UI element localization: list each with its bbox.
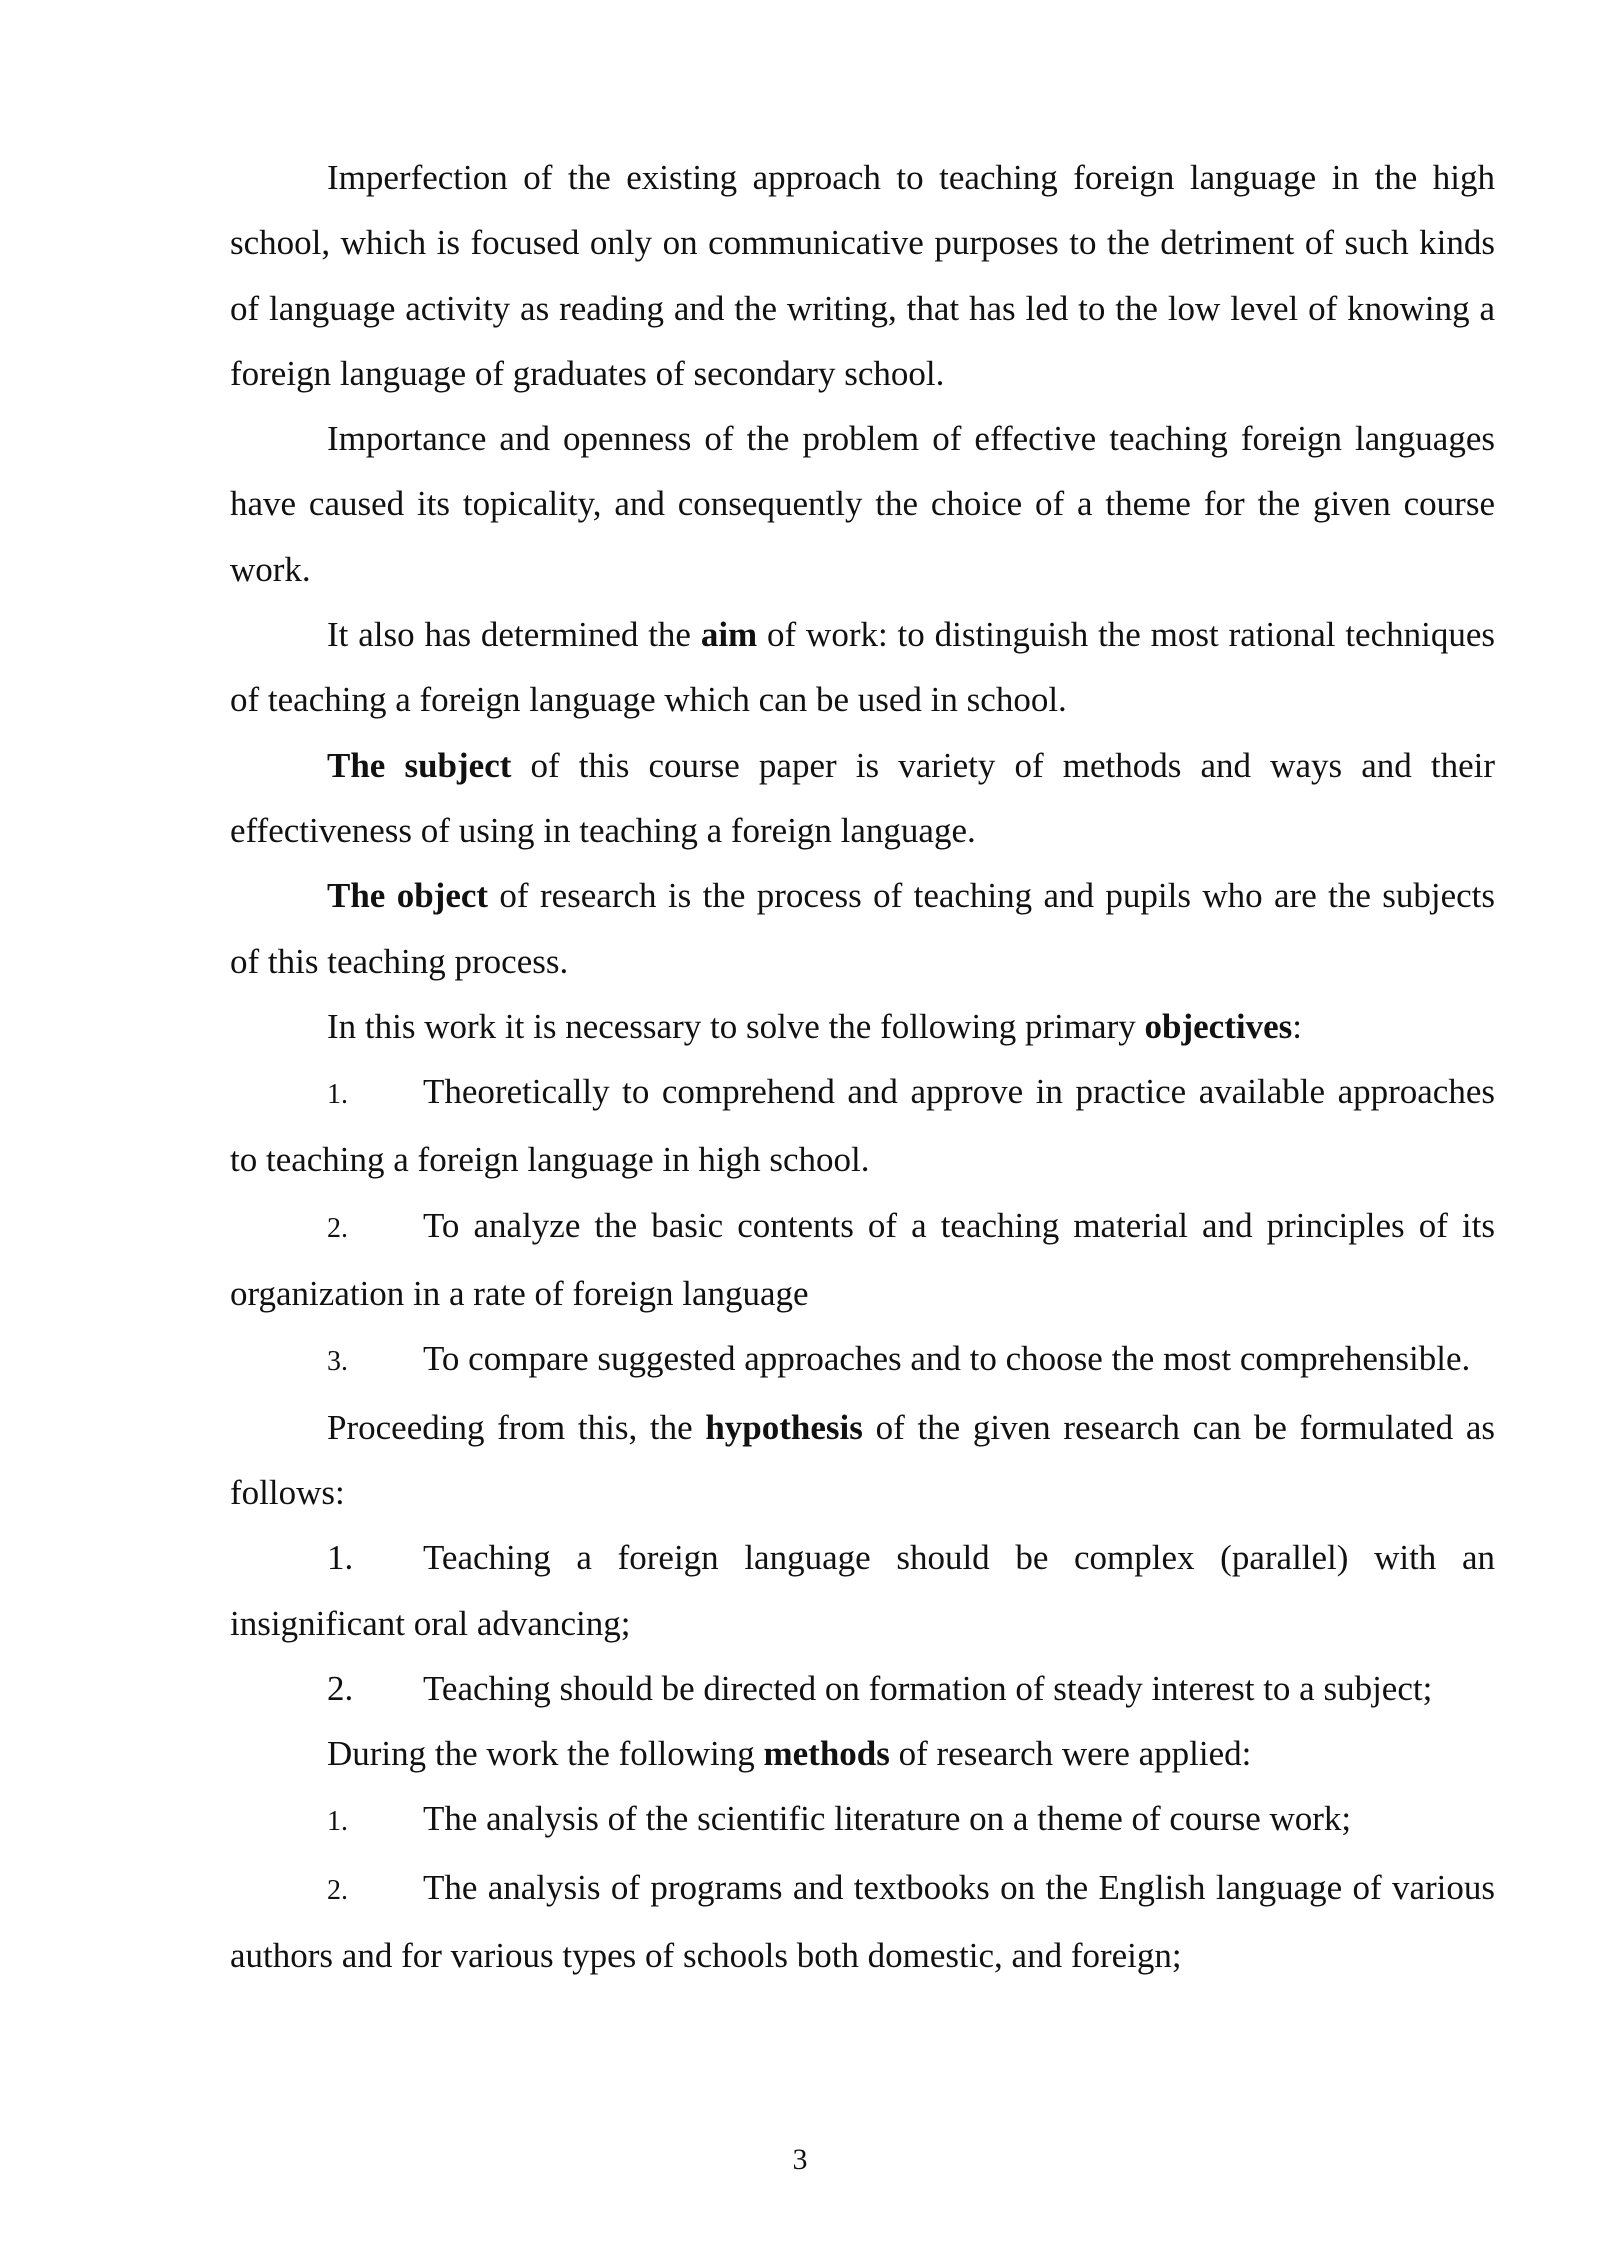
objective-text-3: To compare suggested approaches and to choose the most comprehensible. — [423, 1339, 1471, 1379]
hypothesis-number-1: 1. — [327, 1538, 354, 1578]
objective-number-3: 3. — [327, 1346, 348, 1378]
objectives-text-pre: In this work it is necessary to solve the following primary — [327, 1006, 1145, 1046]
hypothesis-text-post: of the given research can be formulated as follows: — [230, 1407, 1496, 1512]
paragraph-methods-intro — [230, 1721, 1495, 1786]
hypothesis-text-1: Teaching a foreign language should be complex (parallel) with an insignificant oral advancing; — [230, 1538, 1495, 1643]
methods-text-post: of research were applied: — [889, 1734, 1252, 1774]
objectives-term: objectives — [1144, 1006, 1293, 1046]
objective-text-2: To analyze the basic contents of a teaching material and principles of its organization in a rate of foreign language — [230, 1205, 1495, 1314]
aim-text-pre: It also has determined the — [327, 615, 701, 655]
objective-number-2: 2. — [327, 1212, 348, 1244]
subject-term: The subject — [327, 745, 512, 785]
hypothesis-number-2: 2. — [327, 1668, 354, 1708]
object-term: The object — [327, 876, 489, 916]
hypothesis-text-pre: Proceeding from this, the — [327, 1407, 706, 1447]
paragraph-subject — [230, 733, 1495, 864]
subject-text: of this course paper is variety of methods and ways and their effectiveness of using in teaching a foreign language. — [230, 745, 1495, 850]
hypothesis-item-2 — [230, 1656, 1495, 1721]
paragraph-hypothesis — [230, 1395, 1495, 1526]
aim-text-post: of work: to distinguish the most rational techniques of teaching a foreign language which can be used in school. — [230, 615, 1495, 720]
hypothesis-term: hypothesis — [705, 1407, 863, 1447]
objective-text-1: Theoretically to comprehend and approve in practice available approaches to teaching a foreign language in high school. — [230, 1072, 1495, 1180]
document-page — [230, 145, 1495, 1988]
paragraph-aim — [230, 602, 1495, 733]
hypothesis-text-2: Teaching should be directed on formation of steady interest to a subject; — [423, 1668, 1433, 1708]
methods-text-pre: During the work the following — [327, 1734, 764, 1774]
paragraph-object — [230, 863, 1495, 994]
paragraph-imperfection: Imperfection of the existing approach to teaching foreign language in the high school, which is focused only on communicative purposes to the detriment of such kinds of language activity as reading and the writing, that has led to the low level of knowing a foreign language of graduates of secondary school. — [230, 158, 1495, 393]
aim-term: aim — [700, 615, 758, 655]
objective-number-1: 1. — [327, 1079, 348, 1111]
objectives-text-post: : — [1292, 1006, 1302, 1046]
methods-term: methods — [763, 1734, 890, 1774]
method-number-1: 1. — [327, 1806, 348, 1838]
objective-item-1 — [230, 1059, 1495, 1193]
hypothesis-item-1 — [230, 1525, 1495, 1656]
paragraph-importance: Importance and openness of the problem of effective teaching foreign languages have caused its topicality, and consequently the choice of a theme for the given course work. — [230, 419, 1495, 589]
page-number: 3 — [792, 2143, 808, 2176]
method-item-2 — [230, 1855, 1495, 1989]
objective-item-3 — [230, 1326, 1495, 1394]
object-text: of research is the process of teaching and pupils who are the subjects of this teaching process. — [230, 876, 1495, 981]
method-text-2: The analysis of programs and textbooks on the English language of various authors and for various types of schools both domestic, and foreign; — [230, 1867, 1495, 1976]
method-item-1 — [230, 1786, 1495, 1854]
objective-item-2 — [230, 1193, 1495, 1327]
paragraph-objectives-intro — [230, 994, 1495, 1059]
method-number-2: 2. — [327, 1874, 348, 1906]
method-text-1: The analysis of the scientific literature on a theme of course work; — [423, 1799, 1352, 1839]
